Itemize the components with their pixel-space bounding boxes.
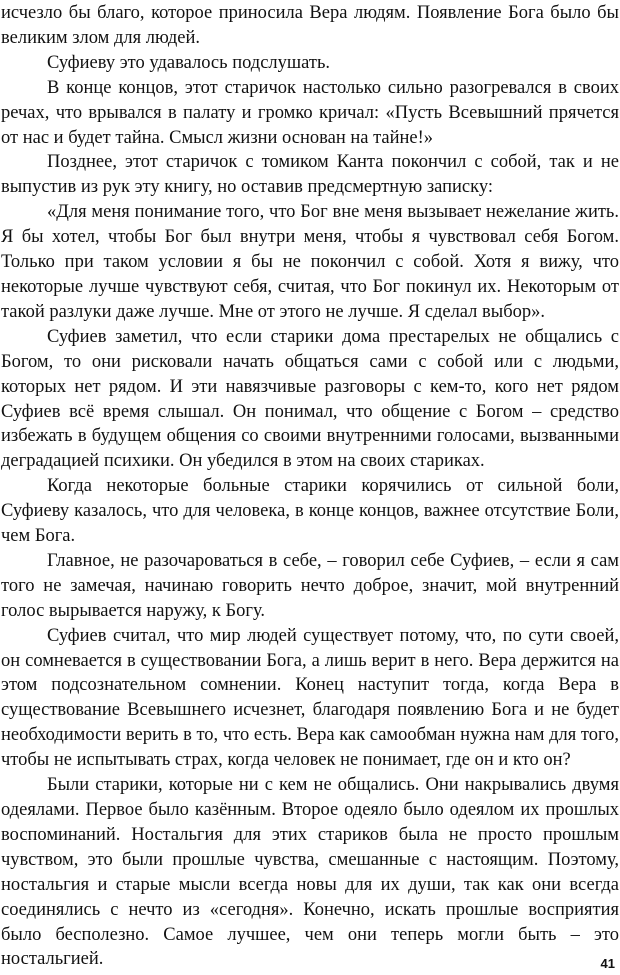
paragraph: Суфиев считал, что мир людей существует потому, что, по сути своей, он сомневается в существовании Бога, а лишь верит в него. Вера держится на этом подсознательном сомнении. Конец наступит тогда, когда Вера в существование Всевышнего исчезнет, благодаря появлению Бога и не будет необходимости верить в то, что есть. Вера как самообман нужна нам для того, чтобы не испытывать страх, когда человек не понимает, где он и кто он? bbox=[1, 625, 619, 771]
page-body-text bbox=[1, 1, 619, 972]
paragraph: «Для меня понимание того, что Бог вне меня вызывает нежелание жить. Я бы хотел, чтобы Бог был внутри меня, чтобы я чувствовал себя Богом. Только при таком условии я бы не покончил с собой. Хотя я вижу, что некоторые лучше чувствуют себя, считая, что Бог покинул их. Некоторым от такой разлуки даже лучше. Мне от этого не лучше. Я сделал выбор». bbox=[1, 202, 619, 322]
paragraph: Позднее, этот старичок с томиком Канта покончил с собой, так и не выпустив из рук эту книгу, но оставив предсмертную записку: bbox=[1, 152, 619, 198]
paragraph: исчезло бы благо, которое приносила Вера людям. Появление Бога было бы великим злом для людей. bbox=[1, 3, 619, 48]
paragraph: Суфиев заметил, что если старики дома престарелых не общались с Богом, то они рисковали начать общаться сами с собой или с людьми, которых нет рядом. И эти навязчивые разговоры с кем-то, кого нет рядом Суфиев всё время слышал. Он понимал, что общение с Богом – средство избежать в будущем общения со своими внутренними голосами, вызванными деградацией психики. Он убедился в этом на своих стариках. bbox=[1, 326, 619, 472]
paragraph: Главное, не разочароваться в себе, – говорил себе Суфиев, – если я сам того не замечая, начинаю говорить нечто доброе, значит, мой внутренний голос вырывается наружу, к Богу. bbox=[1, 550, 619, 621]
paragraph: В конце концов, этот старичок настолько сильно разогревался в своих речах, что врывался в палату и громко кричал: «Пусть Всевышний прячется от нас и будет тайна. Смысл жизни основан на тайне!» bbox=[1, 77, 619, 148]
paragraph: Суфиеву это удавалось подслушать. bbox=[47, 52, 331, 73]
paragraph: Были старики, которые ни с кем не общались. Они накрывались двумя одеялами. Первое было казённым. Второе одеяло было одеялом их прошлых воспоминаний. Ностальгия для этих стариков была не просто прошлым чувством, это были прошлые чувства, смешанные с настоящим. Поэтому, ностальгия и старые мысли всегда новы для их души, так как они всегда соединялись с нечто из «сегодня». Конечно, искать прошлые восприятия было бесполезно. Самое лучшее, чем они теперь могли быть – это ностальгией. bbox=[1, 775, 619, 970]
page-number: 41 bbox=[600, 956, 615, 971]
paragraph: Когда некоторые больные старики корячились от сильной боли, Суфиеву казалось, что для человека, в конце концов, важнее отсутствие Боли, чем Бога. bbox=[1, 476, 619, 547]
